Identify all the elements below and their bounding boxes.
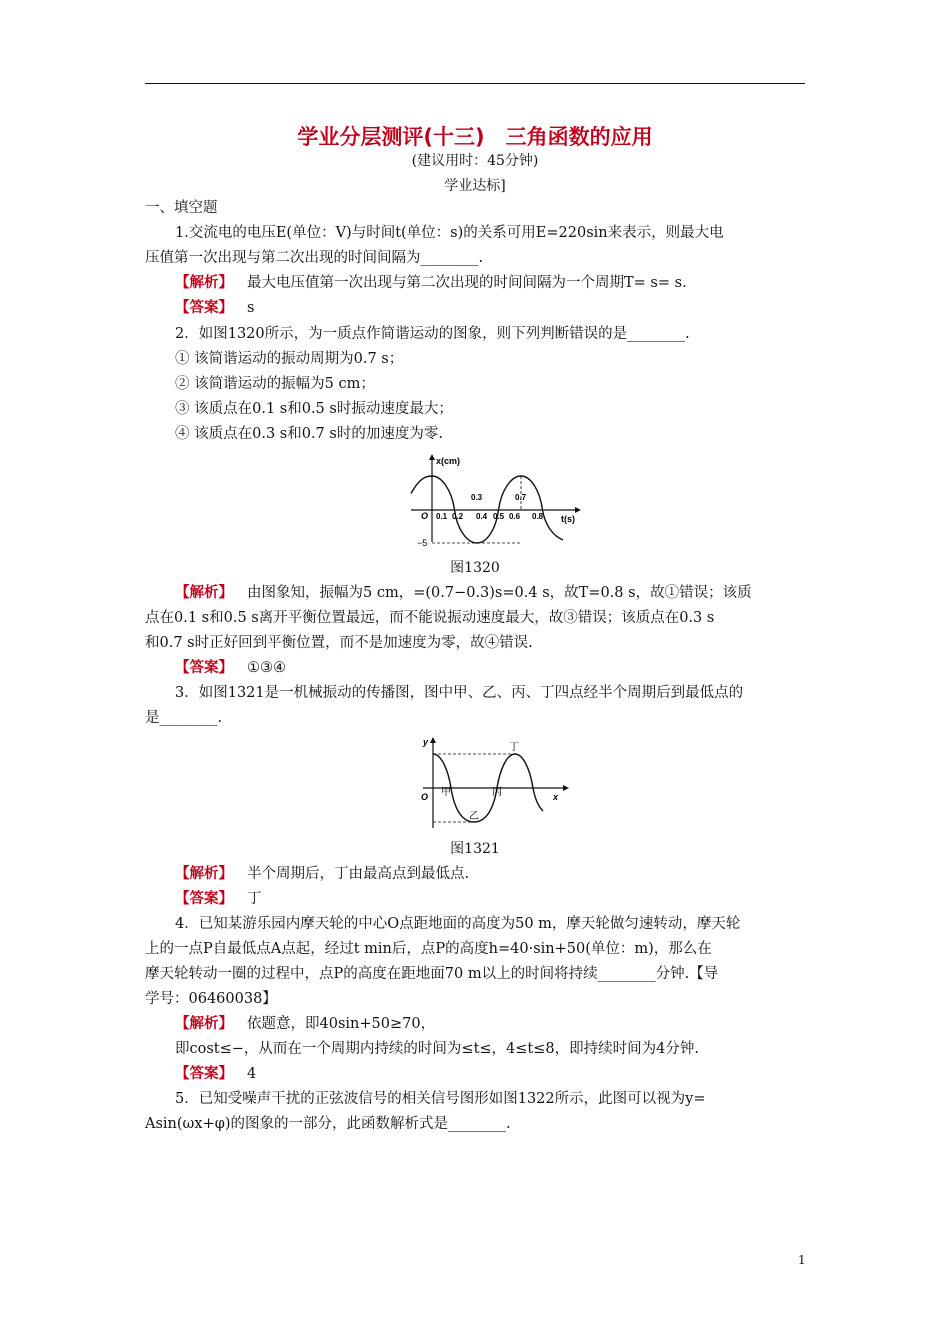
answer-tag: 【答案】	[175, 659, 233, 676]
y-axis-arrow	[430, 737, 436, 743]
q2-analysis-line2: 点在0.1 s和0.5 s离开平衡位置最远，而不能说振动速度最大，故③错误；该质点在0.3 s	[145, 610, 715, 626]
analysis-tag: 【解析】	[175, 865, 233, 882]
point-bing: 丙	[492, 787, 502, 798]
q3-answer-text: 丁	[247, 891, 262, 907]
top-tick-1: 0.3	[471, 493, 483, 502]
q2-answer	[175, 658, 286, 678]
answer-tag: 【答案】	[175, 890, 233, 907]
bottom-tick-2: 0.2	[452, 512, 464, 521]
figure-1320-caption: 图1320	[450, 560, 500, 576]
q3-analysis	[175, 864, 469, 884]
q1-answer-text: s	[247, 300, 255, 316]
q2-analysis-text1: 由图象知，振幅为5 cm，=(0.7−0.3)s=0.4 s，故T=0.8 s，故①错误；该质	[247, 585, 752, 601]
t-axis-label: t(s)	[561, 514, 575, 524]
q3-stem-line1: 3．如图1321是一机械振动的传播图，图中甲、乙、丙、丁四点经半个周期后到最低点的	[175, 685, 744, 701]
q1-stem-line2: 压值第一次出现与第二次出现的时间间隔为________.	[145, 250, 484, 266]
bottom-tick-1: 0.1	[436, 512, 448, 521]
origin-label: O	[421, 511, 429, 521]
bottom-tick-6: 0.8	[532, 512, 544, 521]
q1-analysis-text: 最大电压值第一次出现与第二次出现的时间间隔为一个周期T= s= s.	[247, 275, 687, 291]
x-axis-arrow	[563, 785, 569, 791]
q2-analysis-line1	[175, 583, 752, 603]
figure-1321	[415, 733, 575, 833]
q3-analysis-text: 半个周期后，丁由最高点到最低点.	[247, 866, 470, 882]
q1-stem-line1: 1.交流电的电压E(单位：V)与时间t(单位：s)的关系可用E=220sin来表示，则最大电	[175, 225, 724, 241]
q3-answer	[175, 889, 262, 909]
figure-1321-caption: 图1321	[450, 841, 500, 857]
q4-analysis-line2: 即cost≤−，从而在一个周期内持续的时间为≤t≤，4≤t≤8，即持续时间为4分钟.	[175, 1041, 699, 1057]
q2-answer-text: ①③④	[247, 660, 286, 676]
bottom-tick-5: 0.6	[509, 512, 521, 521]
neg-label: −5	[417, 538, 428, 548]
q4-stem-line3: 摩天轮转动一圈的过程中，点P的高度在距地面70 m以上的时间将持续________分钟.【导	[145, 966, 719, 982]
answer-tag: 【答案】	[175, 1065, 233, 1082]
q4-answer-text: 4	[247, 1066, 257, 1082]
q2-option-1: ① 该简谐运动的振动周期为0.7 s；	[175, 351, 404, 367]
bottom-tick-4: 0.5	[493, 512, 505, 521]
q4-stem-line1: 4．已知某游乐园内摩天轮的中心O点距地面的高度为50 m，摩天轮做匀速转动，摩天轮	[175, 916, 741, 932]
q2-option-2: ② 该简谐运动的振幅为5 cm；	[175, 376, 375, 392]
q2-option-3: ③ 该质点在0.1 s和0.5 s时振动速度最大；	[175, 401, 453, 417]
point-jia: 甲	[441, 787, 451, 798]
point-yi: 乙	[469, 811, 479, 822]
answer-tag: 【答案】	[175, 299, 233, 316]
q5-stem-line1: 5．已知受噪声干扰的正弦波信号的相关信号图形如图1322所示，此图可以视为y=	[175, 1091, 706, 1107]
y-axis-label: x(cm)	[436, 456, 461, 466]
analysis-tag: 【解析】	[175, 274, 233, 291]
point-ding: 丁	[509, 742, 519, 753]
top-rule	[145, 83, 805, 84]
top-tick-2: 0.7	[515, 493, 527, 502]
x-axis-arrow	[429, 454, 435, 460]
q2-option-4: ④ 该质点在0.3 s和0.7 s时的加速度为零.	[175, 426, 443, 442]
t-axis-arrow	[575, 507, 581, 513]
q4-stem-line2: 上的一点P自最低点A点起，经过t min后，点P的高度h=40·sin+50(单位：m)，那么在	[145, 941, 712, 957]
page-number: 1	[798, 1253, 806, 1267]
q4-analysis-line1	[175, 1014, 435, 1034]
bottom-tick-3: 0.4	[476, 512, 488, 521]
q4-stem-line4: 学号：06460038】	[145, 991, 277, 1007]
figure-1320	[405, 450, 585, 550]
analysis-tag: 【解析】	[175, 584, 233, 601]
q1-answer	[175, 298, 254, 318]
x-label: x	[553, 792, 559, 802]
q4-analysis-text1: 依题意，即40sin+50≥70，	[247, 1016, 436, 1032]
page-title: 学业分层测评(十三) 三角函数的应用	[297, 125, 653, 149]
q4-answer	[175, 1064, 256, 1084]
q1-analysis	[175, 273, 687, 293]
q2-stem: 2．如图1320所示，为一质点作简谐运动的图象，则下列判断错误的是________.	[175, 326, 690, 342]
time-note: (建议用时：45分钟)	[411, 153, 539, 169]
section-label: 学业达标]	[444, 178, 506, 194]
origin-label: O	[421, 792, 429, 802]
q2-analysis-line3: 和0.7 s时正好回到平衡位置，而不是加速度为零，故④错误.	[145, 635, 533, 651]
analysis-tag: 【解析】	[175, 1015, 233, 1032]
q3-stem-line2: 是________.	[145, 710, 223, 726]
q5-stem-line2: Asin(ωx+φ)的图象的一部分，此函数解析式是________.	[145, 1116, 511, 1132]
part-heading: 一、填空题	[145, 200, 218, 216]
y-label: y	[423, 737, 429, 747]
